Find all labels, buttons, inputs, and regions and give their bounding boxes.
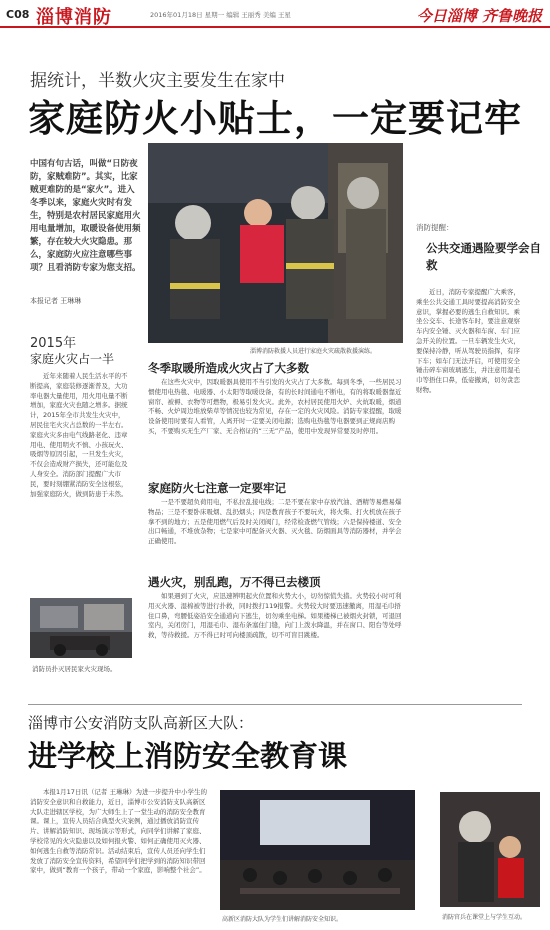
tips-body: 近日，消防专家提醒广大乘客，乘坐公共交通工具时要提高消防安全意识，掌握必要的逃生自救知识。乘坐公交车、长途客车时，要注意观察车内安全锤、灭火器和车窗、车门应急开关的位置。一旦车辆发生火灾，要保持冷静，听从驾驶员指挥，有序下车；如车门无法开启，可使用安全锤击碎车窗玻璃逃生，并注意用湿毛巾等捂住口鼻，低姿撤离，切勿贪恋财物。 <box>416 288 520 394</box>
bottom-headline: 进学校上消防安全教育课 <box>28 739 348 773</box>
feature-headline: 家庭防火小贴士，一定要记牢 <box>28 97 522 140</box>
firefighter-rescue-photo <box>148 143 403 343</box>
section-body-heating: 在这些火灾中，因取暖器具使用不当引发的火灾占了大多数。每到冬季，一些居民习惯使用电热毯、电暖器、小太阳等取暖设备，有的长时间通电不断电，有的将取暖器靠近窗帘、被褥、衣物等可燃物，极易引发火灾。此外，农村居民使用火炉、火炕取暖，烟道不畅、火炉周边堆放柴草等情况也较为常见，存在一定的火灾风险。消防专家提醒，取暖设备使用时要有人看管，人离开时一定要关闭电源；选购电热毯等电器要到正规商店购买，不要购买无生产厂家、无合格证的“三无”产品，使用中发现异常要及时停用。 <box>148 378 402 435</box>
bottom-body: 本报1月17日讯（记者 王琳琳）为进一步提升中小学生的消防安全意识和自救能力，近日，淄博市公安消防支队高新区大队走进辖区学校，为广大师生上了一堂生动的消防安全教育课。课上，宣传人员结合典型火灾案例，通过播放消防宣传片、讲解消防知识、现场演示等形式，向同学们讲解了家庭、学校常见的火灾隐患以及如何报火警、如何正确使用灭火器、如何逃生自救等消防常识。活动结束后，宣传人员还向学生们发放了消防安全宣传资料，希望同学们把学到的消防知识带回家中，做到“教育一个孩子，带动一个家庭，影响整个社会”。 <box>30 788 207 875</box>
section-heading-seven-tips: 家庭防火七注意一定要牢记 <box>148 481 286 495</box>
reporter-byline: 本报记者 王琳琳 <box>30 297 82 305</box>
section-title: 淄博消防 <box>36 7 112 28</box>
small-photo-caption: 消防员扑灭居民家火灾现场。 <box>32 665 117 673</box>
big-photo-caption: 淄博消防救援人员进行家庭火灾疏散救援演练。 <box>250 348 377 355</box>
section-heading-heating: 冬季取暖所造成火灾占了大多数 <box>148 361 309 375</box>
section-body-seven-tips: 一是不要超负荷用电，不私拉乱接电线；二是不要在家中存放汽油、酒精等易燃易爆物品；三是不要卧床吸烟、乱扔烟头；四是教育孩子不要玩火，将火柴、打火机放在孩子拿不到的地方；五是使用燃气后及时关闭阀门，经常检查燃气管线；六是保持楼道、安全出口畅通，不堆放杂物；七是家中可配备灭火器、灭火毯、防烟面具等消防器材，并学会正确使用。 <box>148 498 402 546</box>
classroom-photo-caption: 高新区消防大队为学生们讲解消防安全知识。 <box>222 916 343 923</box>
child-photo-caption: 消防官兵在课堂上与学生互动。 <box>442 914 527 921</box>
firefighter-child-photo <box>440 792 540 907</box>
feature-intro: 中国有句古话，叫做“日防夜防，家贼难防”。其实，比家贼更难防的是“家火”。进入冬季以来，家庭火灾时有发生，特别是农村居民家庭用火用电量增加，取暖设备使用频繁，存在较大火灾隐患。那么，家庭防火应注意哪些事项？且看消防专家为您支招。 <box>30 159 141 273</box>
subhead-home-fires: 家庭火灾占一半 <box>30 352 115 366</box>
newspaper-brand-logo: 今日淄博 齐鲁晚报 <box>416 7 542 25</box>
bottom-kicker: 淄博市公安消防支队高新区大队： <box>28 714 254 732</box>
section-heading-escape: 遇火灾，别乱跑，万不得已去楼顶 <box>148 575 321 589</box>
column-one-body: 近年来随着人民生活水平的不断提高，家庭装修逐渐普及，大功率电器大量使用，用火用电量不断增加，家庭火灾也随之增多。据统计，2015年全市共发生火灾中，居民住宅火灾占总数的一半左右。家庭火灾多由电气线路老化、违章用电、使用明火不慎、小孩玩火、吸烟等原因引起，一旦发生火灾，不仅会造成财产损失，还可能危及人身安全。消防部门提醒广大市民，要时刻绷紧消防安全这根弦，加强家庭防火，做到防患于未然。 <box>30 372 128 498</box>
fire-damage-photo <box>30 598 132 658</box>
masthead <box>0 0 550 28</box>
year-label: 2015年 <box>30 336 77 351</box>
section-divider <box>28 704 522 705</box>
tips-title: 公共交通遇险要学会自救 <box>426 241 541 272</box>
issue-info: 2016年01月18日 星期一 编辑 王丽秀 美编 王星 <box>150 11 291 19</box>
tips-kicker: 消防提醒： <box>416 223 454 232</box>
classroom-photo <box>220 790 415 910</box>
feature-kicker: 据统计，半数火灾主要发生在家中 <box>30 71 285 91</box>
page-number: C08 <box>6 8 30 21</box>
section-body-escape: 如果遇到了火灾，应迅速辨明起火位置和火势大小，切勿惊慌失措。火势较小时可利用灭火器、湿棉被等进行扑救，同时拨打119报警。火势较大时要迅速撤离，用湿毛巾捂住口鼻，弯腰低姿沿安全通道向下逃生，切勿乘坐电梯。如果楼梯已被烟火封锁，可退回室内，关闭房门，用湿毛巾、湿布条塞住门缝，向门上泼水降温，并在窗口、阳台等处呼救，等待救援。万不得已时可向楼顶疏散，切不可盲目跳楼。 <box>148 592 402 640</box>
